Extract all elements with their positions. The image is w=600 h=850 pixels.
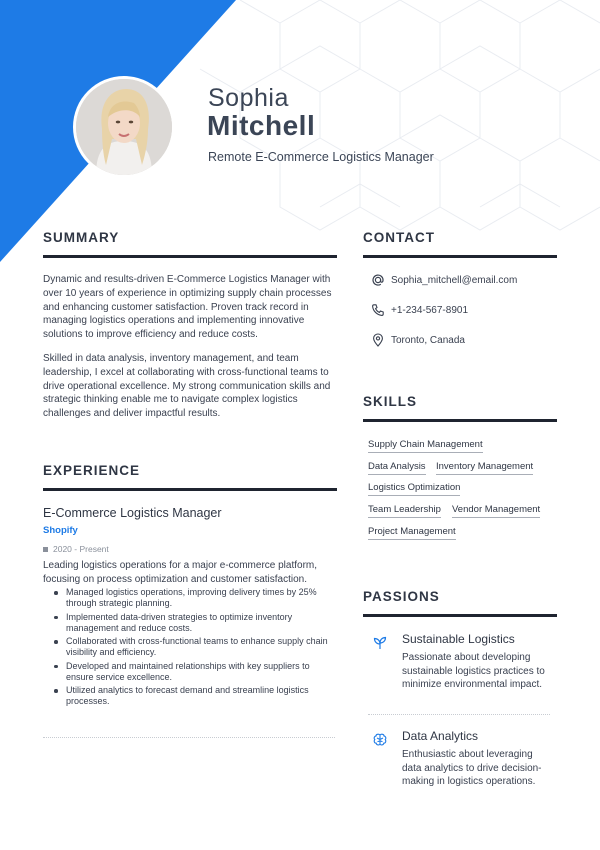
summary-paragraph-2: Skilled in data analysis, inventory management, and team leadership, I excel at collaborating with cross-functional teams to drive operational excellence. My strong communication skills and strategic thinking enable me to navigate complex logistics challenges and deliver impactful results. (43, 353, 331, 420)
contact-phone[interactable] (371, 303, 468, 317)
calendar-icon (43, 547, 48, 552)
passions-divider (363, 614, 557, 617)
passion-description: Passionate about developing sustainable logistics practices to minimize environmental impact. (402, 652, 545, 690)
experience-company: Shopify (43, 525, 78, 536)
passion-divider (368, 714, 550, 715)
experience-heading: EXPERIENCE (43, 463, 141, 478)
contact-heading: CONTACT (363, 230, 435, 245)
contact-email[interactable] (371, 273, 517, 287)
first-name: Sophia (208, 84, 289, 112)
skill-tag: Team Leadership (368, 504, 441, 518)
experience-bullets (43, 587, 338, 710)
location-pin-icon (371, 333, 385, 347)
summary-divider (43, 255, 337, 258)
contact-phone-text: +1-234-567-8901 (391, 304, 469, 316)
summary-paragraph-1: Dynamic and results-driven E-Commerce Logistics Manager with over 10 years of experience in optimizing supply chain processes and enhancing customer satisfaction. Proven track record in managing logistics operations and implementing innovative solutions to improve efficiency and reduce costs. (43, 274, 332, 341)
contact-location (371, 333, 465, 347)
phone-icon (371, 303, 385, 317)
contact-location-text: Toronto, Canada (391, 334, 465, 346)
job-title: Remote E-Commerce Logistics Manager (208, 150, 434, 164)
skills-heading: SKILLS (363, 394, 418, 409)
experience-description: Leading logistics operations for a major e-commerce platform, focusing on process optimization and customer satisfaction. (43, 560, 318, 585)
summary-heading: SUMMARY (43, 230, 120, 245)
last-name: Mitchell (207, 110, 316, 141)
passion-description: Enthusiastic about leveraging data analytics to drive decision-making in logistics operations. (402, 749, 542, 787)
brain-icon (372, 732, 388, 748)
passions-heading: PASSIONS (363, 589, 440, 604)
experience-bullet: Managed logistics operations, improving delivery times by 25% through strategic planning. (43, 587, 338, 609)
contact-divider (363, 255, 557, 258)
contact-email-text: Sophia_mitchell@email.com (391, 274, 518, 286)
skill-tag: Inventory Management (436, 461, 533, 475)
skill-tag: Data Analysis (368, 461, 426, 475)
skill-tag: Logistics Optimization (368, 482, 460, 496)
skill-tag: Vendor Management (452, 504, 540, 518)
experience-dates-text: 2020 - Present (53, 544, 109, 554)
experience-dates (43, 544, 109, 554)
skill-tag: Supply Chain Management (368, 439, 483, 453)
passion-title: Sustainable Logistics (402, 632, 515, 646)
experience-bullet: Collaborated with cross-functional teams to enhance supply chain visibility and efficiency. (43, 636, 338, 658)
skill-tag: Project Management (368, 526, 456, 540)
passion-title: Data Analytics (402, 729, 479, 743)
profile-photo (76, 79, 172, 175)
experience-bullet: Developed and maintained relationships with key suppliers to ensure service excellence. (43, 661, 338, 683)
skills-divider (363, 419, 557, 422)
experience-bullet: Utilized analytics to forecast demand and streamline logistics processes. (43, 685, 338, 707)
experience-bullet: Implemented data-driven strategies to optimize inventory management and reduce costs. (43, 612, 338, 634)
experience-role: E-Commerce Logistics Manager (43, 506, 222, 520)
at-icon (371, 273, 385, 287)
experience-divider (43, 488, 337, 491)
experience-end-divider (43, 737, 335, 738)
leaf-icon (372, 635, 388, 651)
